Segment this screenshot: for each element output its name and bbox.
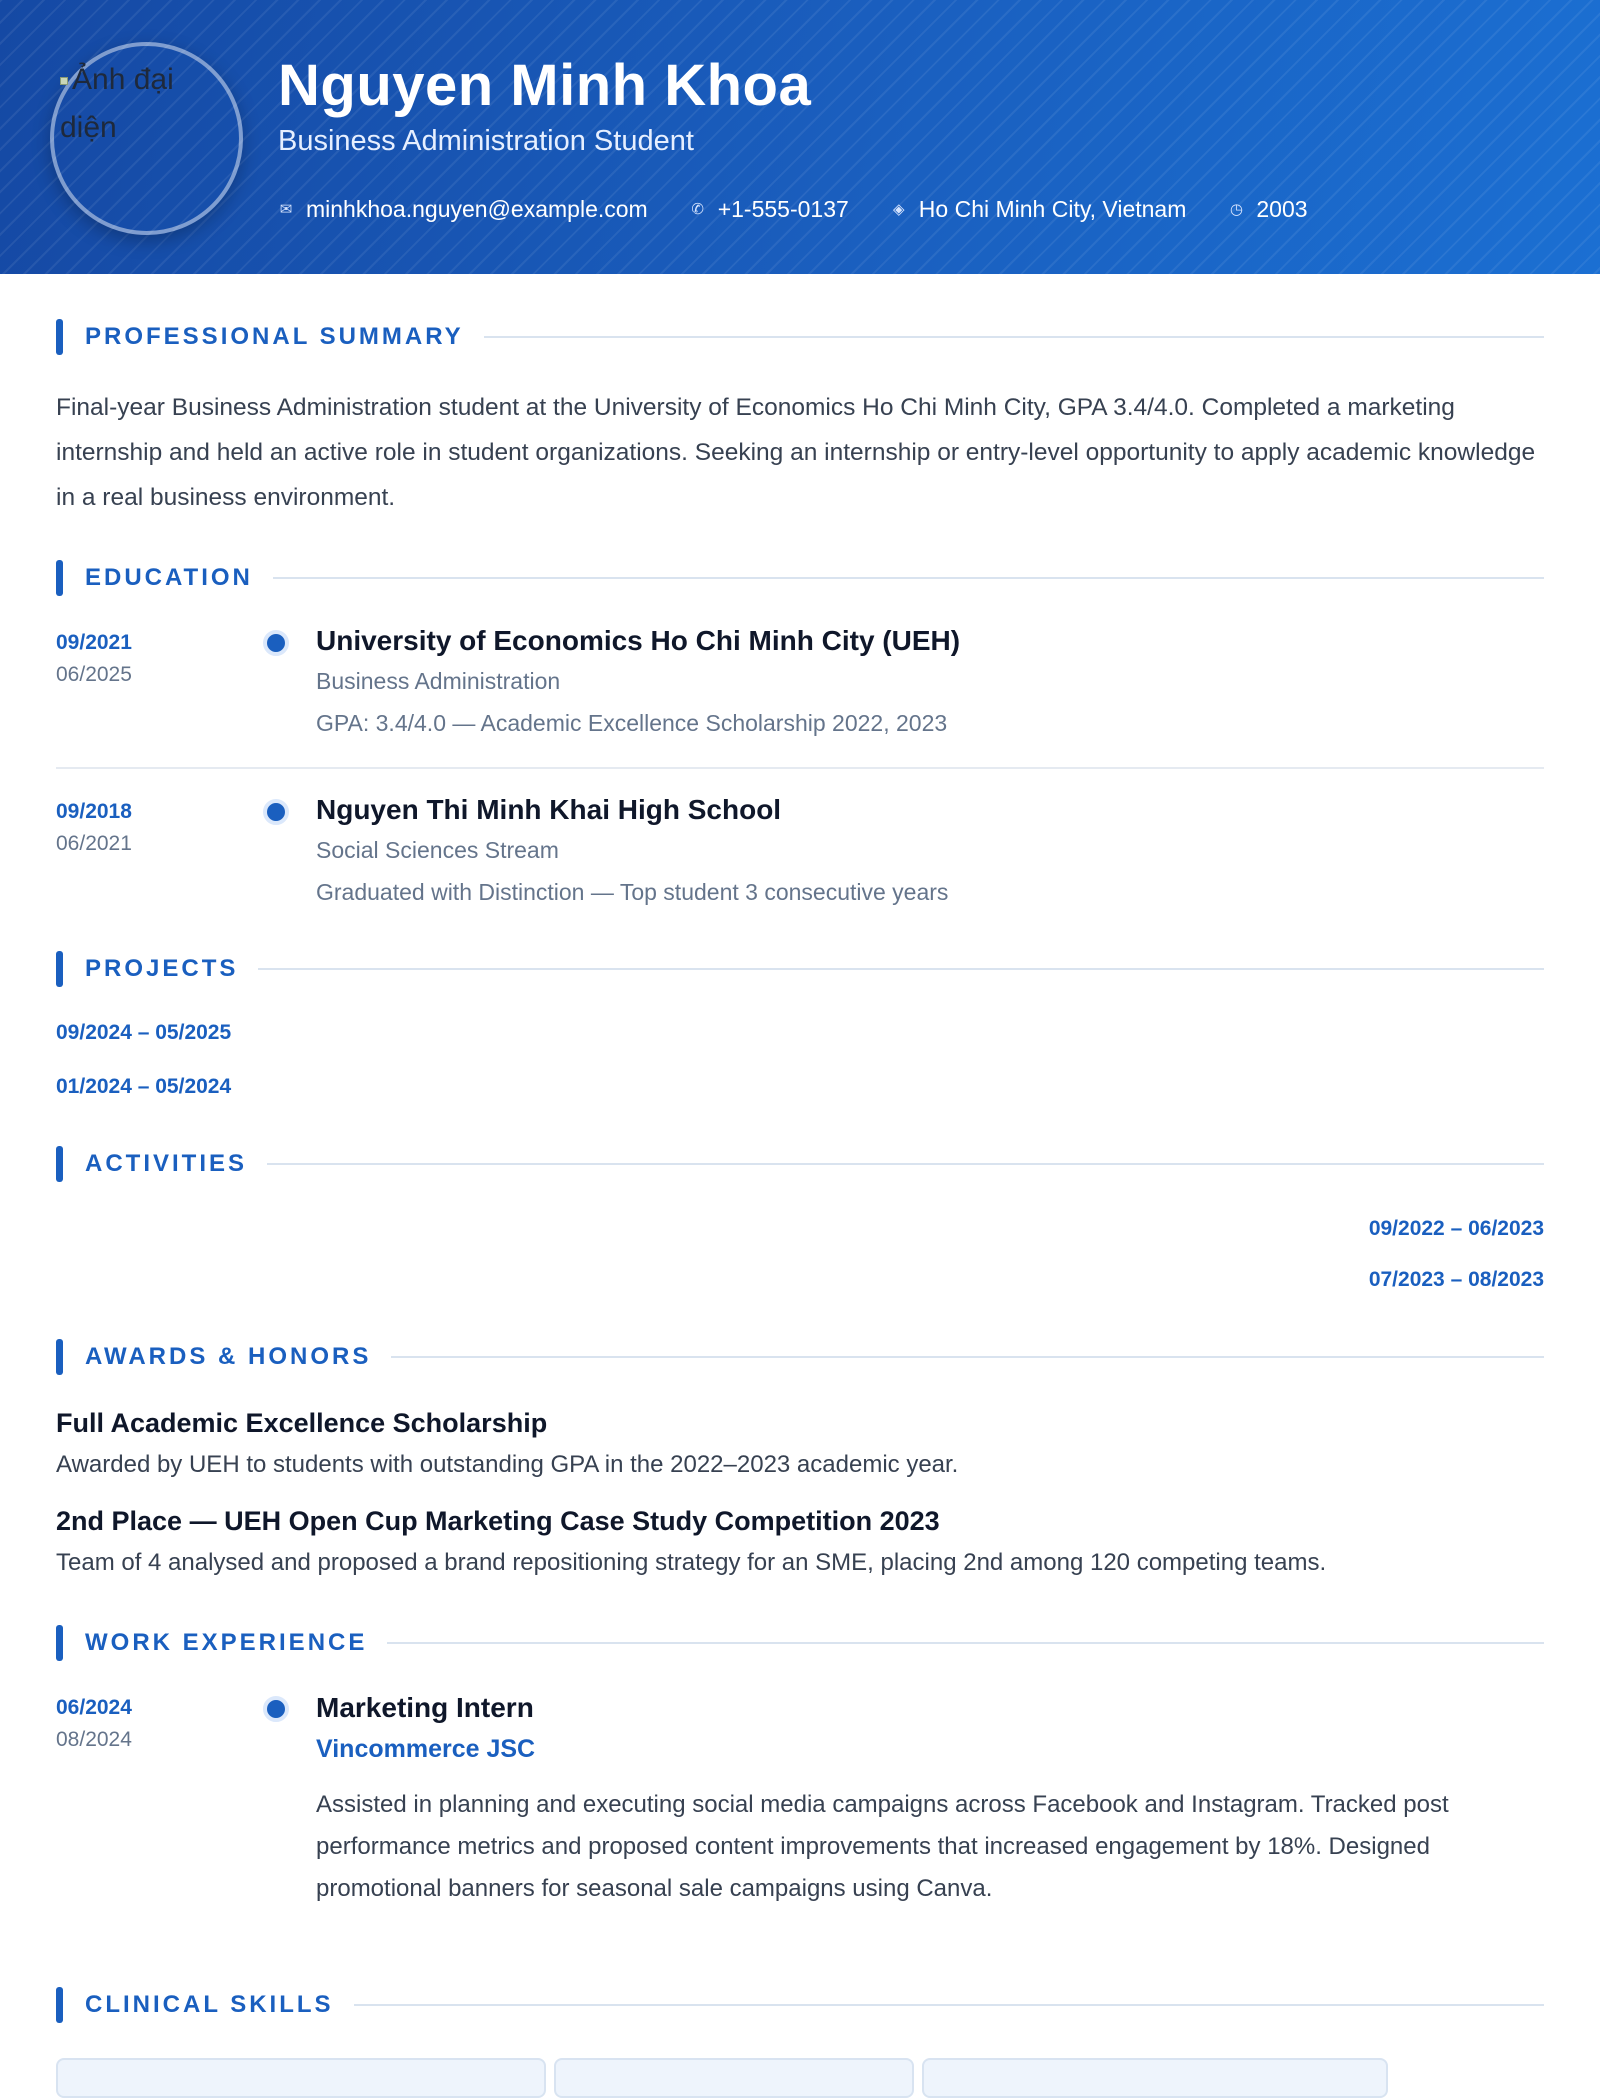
activity-dates: 09/2022 – 06/2023: [1368, 1217, 1544, 1240]
contact-email-value: minhkhoa.nguyen@example.com: [306, 195, 648, 222]
section-education-heading: [56, 558, 1544, 598]
resume-header: [0, 0, 1600, 274]
section-work-heading: [56, 1623, 1544, 1663]
school-detail: GPA: 3.4/4.0 — Academic Excellence Scholarship 2022, 2023: [316, 710, 948, 736]
education-entry: [316, 790, 1544, 914]
section-title: WORK EXPERIENCE: [85, 1629, 368, 1656]
skill-tag: [922, 2058, 1388, 2098]
candidate-role: Business Administration Student: [278, 125, 694, 157]
section-accent-bar: [56, 560, 63, 596]
timeline-dot: [263, 1696, 289, 1722]
section-divider: [391, 1356, 1544, 1358]
date-start: 09/2021: [56, 631, 132, 654]
project-dates: 09/2024 – 05/2025: [56, 1021, 232, 1044]
section-title: EDUCATION: [85, 564, 253, 591]
contact-location: [891, 196, 1187, 223]
section-title: AWARDS & HONORS: [85, 1343, 372, 1370]
summary-text: Final-year Business Administration student at the University of Economics Ho Chi Minh City, GPA 3.4/4.0. Completed a marketing internship and held an active role in student organizations. Seeking an internship or entry-level opportunity to apply academic knowledge in a real business environment.: [56, 394, 1536, 511]
school-major: Social Sciences Stream: [316, 837, 559, 863]
section-accent-bar: [56, 1987, 63, 2023]
section-title: CLINICAL SKILLS: [85, 1991, 334, 2018]
date-end: 08/2024: [56, 1728, 132, 1751]
award-title: Full Academic Excellence Scholarship: [56, 1408, 548, 1438]
award-item: [56, 1403, 1546, 1487]
date-start: 09/2018: [56, 800, 132, 823]
school-detail: Graduated with Distinction — Top student 3 consecutive years: [316, 879, 949, 905]
section-activities-heading: [56, 1144, 1544, 1184]
section-divider: [273, 577, 1544, 579]
date-start: 06/2024: [56, 1696, 132, 1719]
award-description: Awarded by UEH to students with outstanding GPA in the 2022–2023 academic year.: [56, 1451, 959, 1478]
avatar-alt-text: [60, 56, 220, 152]
contact-phone[interactable]: [690, 196, 849, 223]
section-accent-bar: [56, 951, 63, 987]
section-divider: [258, 968, 1544, 970]
timeline-dot: [263, 630, 289, 656]
section-divider: [267, 1163, 1544, 1165]
job-title: Marketing Intern: [316, 1692, 534, 1723]
envelope-icon: ✉: [279, 201, 293, 218]
section-divider: [387, 1642, 1544, 1644]
contact-email[interactable]: [278, 196, 648, 223]
work-entry: [316, 1688, 1544, 1910]
avatar-alt-label: Ảnh đại diện: [60, 63, 174, 144]
section-divider: [354, 2004, 1544, 2006]
phone-icon: ✆: [691, 201, 704, 218]
section-accent-bar: [56, 1146, 63, 1182]
calendar-icon: ◷: [1229, 201, 1243, 218]
contact-list: [278, 194, 1350, 224]
date-end: 06/2025: [56, 663, 132, 686]
section-accent-bar: [56, 1625, 63, 1661]
section-awards-heading: [56, 1337, 1544, 1377]
section-projects-heading: [56, 949, 1544, 989]
education-entry: [316, 621, 1544, 745]
work-dates: [56, 1692, 132, 1756]
award-description: Team of 4 analysed and proposed a brand repositioning strategy for an SME, placing 2nd among 120 competing teams.: [56, 1549, 1327, 1576]
date-end: 06/2021: [56, 832, 132, 855]
contact-birth-year: [1228, 196, 1307, 223]
section-summary-heading: [56, 317, 1544, 357]
location-icon: ◈: [893, 201, 905, 218]
school-name: University of Economics Ho Chi Minh City (UEH): [316, 625, 961, 656]
entry-divider: [56, 767, 1544, 769]
avatar: [50, 42, 243, 235]
contact-phone-value: +1-555-0137: [717, 195, 849, 222]
award-title: 2nd Place — UEH Open Cup Marketing Case Study Competition 2023: [56, 1506, 940, 1536]
job-description: Assisted in planning and executing social media campaigns across Facebook and Instagram. Tracked post performance metrics and proposed content improvements that increased engagement by 18%. Designed promotional banners for seasonal sale campaigns using Canva.: [316, 1791, 1449, 1902]
broken-image-icon: [60, 77, 68, 85]
section-divider: [484, 336, 1544, 338]
company-name: Vincommerce JSC: [316, 1735, 536, 1763]
skill-tag: [56, 2058, 546, 2098]
school-major: Business Administration: [316, 668, 561, 694]
timeline-dot: [263, 799, 289, 825]
award-item: [56, 1501, 1546, 1585]
education-dates: [56, 627, 132, 691]
section-accent-bar: [56, 1339, 63, 1375]
activity-dates: 07/2023 – 08/2023: [1368, 1268, 1544, 1291]
contact-birth-year-value: 2003: [1256, 195, 1308, 222]
contact-location-value: Ho Chi Minh City, Vietnam: [918, 195, 1187, 222]
section-title: PROFESSIONAL SUMMARY: [85, 323, 464, 350]
section-title: PROJECTS: [85, 955, 239, 982]
school-name: Nguyen Thi Minh Khai High School: [316, 794, 782, 825]
candidate-name: Nguyen Minh Khoa: [278, 53, 812, 118]
project-dates: 01/2024 – 05/2024: [56, 1075, 232, 1098]
education-dates: [56, 796, 132, 860]
section-title: ACTIVITIES: [85, 1150, 248, 1177]
section-skills-heading: [56, 1985, 1544, 2025]
skill-tag: [554, 2058, 914, 2098]
section-accent-bar: [56, 319, 63, 355]
